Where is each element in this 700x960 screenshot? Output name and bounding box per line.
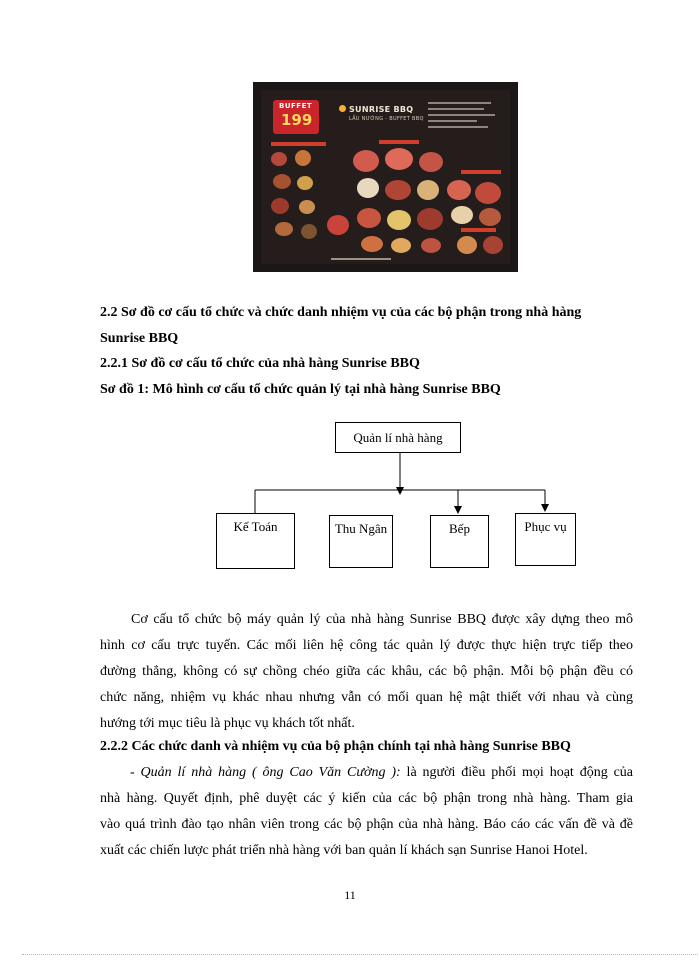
food-dish: [417, 180, 439, 200]
food-dish: [275, 222, 293, 236]
paragraph-line: hướng tới mục tiêu là phục vụ khách tốt nhất.: [100, 716, 355, 731]
org-node-manager: Quản lí nhà hàng: [335, 422, 461, 453]
paragraph-line: Cơ cấu tổ chức bộ máy quản lý của nhà hàng Sunrise BBQ được xây dựng theo mô: [131, 612, 633, 627]
menu-footer-text: [331, 258, 391, 260]
food-dish: [387, 210, 411, 230]
manager-desc: là người điều phối mọi hoạt động của: [400, 765, 633, 780]
manager-duties-paragraph: [100, 760, 633, 864]
menu-section-header: [271, 142, 326, 146]
paragraph-line: vào quá trình đào tạo nhân viên trong các bộ phận của nhà hàng. Báo cáo các vấn đề và đề: [100, 817, 633, 832]
menu-brand: [349, 105, 424, 122]
menu-text-block: [428, 102, 498, 132]
paragraph-line: chức năng, nhiệm vụ khác nhau nhưng vẫn có mối quan hệ mật thiết với nhau và cùng: [100, 690, 633, 705]
food-dish: [301, 224, 317, 239]
menu-brand-name: SUNRISE BBQ: [349, 105, 414, 114]
org-node-cashier: Thu Ngân: [329, 515, 393, 568]
food-dish: [295, 150, 311, 166]
food-dish: [417, 208, 443, 230]
food-dish: [451, 206, 473, 224]
paragraph-line: nhà hàng. Quyết định, phê duyệt các ý kiến của các bộ phận trong nhà hàng. Tham gia: [100, 791, 633, 806]
menu-section-header: [461, 228, 496, 232]
org-structure-paragraph: [100, 607, 633, 737]
food-dish: [271, 152, 287, 166]
food-dish: [447, 180, 471, 200]
subsection-heading-2: 2.2.2 Các chức danh và nhiệm vụ của bộ phận chính tại nhà hàng Sunrise BBQ: [100, 739, 571, 754]
food-dish: [273, 174, 291, 189]
buffet-badge: [273, 100, 319, 134]
menu-section-header: [379, 140, 419, 144]
subsection-heading: 2.2.1 Sơ đồ cơ cấu tổ chức của nhà hàng Sunrise BBQ: [100, 356, 420, 371]
food-dish: [475, 182, 501, 204]
food-dish: [357, 208, 381, 228]
page-bottom-divider: [22, 954, 698, 955]
badge-price: 199: [281, 111, 313, 129]
food-dish: [483, 236, 503, 254]
food-dish: [479, 208, 501, 226]
food-dish: [419, 152, 443, 172]
menu-board: [261, 90, 510, 264]
food-dish: [421, 238, 441, 253]
paragraph-line: hình cơ cấu trực tuyến. Các mối liên hệ công tác quản lý được thực hiện trực tiếp theo: [100, 638, 633, 653]
food-dish: [385, 148, 413, 170]
org-node-service: Phục vụ: [515, 513, 576, 566]
paragraph-line: xuất các chiến lược phát triển nhà hàng với ban quản lí khách sạn Sunrise Hanoi Hotel.: [100, 843, 588, 858]
food-dish: [353, 150, 379, 172]
paragraph-line: đường thẳng, không có sự chồng chéo giữa các khâu, các bộ phận. Mỗi bộ phận đều có: [100, 664, 633, 679]
food-dish: [457, 236, 477, 254]
food-dish: [271, 198, 289, 214]
food-dish: [361, 236, 383, 252]
menu-brand-sub: LẨU NƯỚNG - BUFFET BBQ: [349, 116, 424, 122]
food-dish: [357, 178, 379, 198]
food-dish: [385, 180, 411, 200]
food-dish: [327, 215, 349, 235]
paragraph-line: [100, 760, 633, 786]
food-dish: [391, 238, 411, 253]
diagram-caption: Sơ đồ 1: Mô hình cơ cấu tổ chức quản lý tại nhà hàng Sunrise BBQ: [100, 382, 501, 397]
org-node-kitchen: Bếp: [430, 515, 489, 568]
menu-photo: [253, 82, 518, 272]
food-dish: [299, 200, 315, 214]
badge-label: BUFFET: [279, 102, 313, 110]
section-heading-cont: Sunrise BBQ: [100, 331, 179, 346]
section-heading: 2.2 Sơ đồ cơ cấu tổ chức và chức danh nhiệm vụ của các bộ phận trong nhà hàng: [100, 305, 582, 320]
page-number: 11: [344, 888, 356, 902]
menu-section-header: [461, 170, 501, 174]
sun-logo-icon: [339, 105, 346, 112]
manager-title: - Quản lí nhà hàng ( ông Cao Văn Cường ):: [130, 765, 401, 780]
org-node-accounting: Kế Toán: [216, 513, 295, 569]
food-dish: [297, 176, 313, 190]
